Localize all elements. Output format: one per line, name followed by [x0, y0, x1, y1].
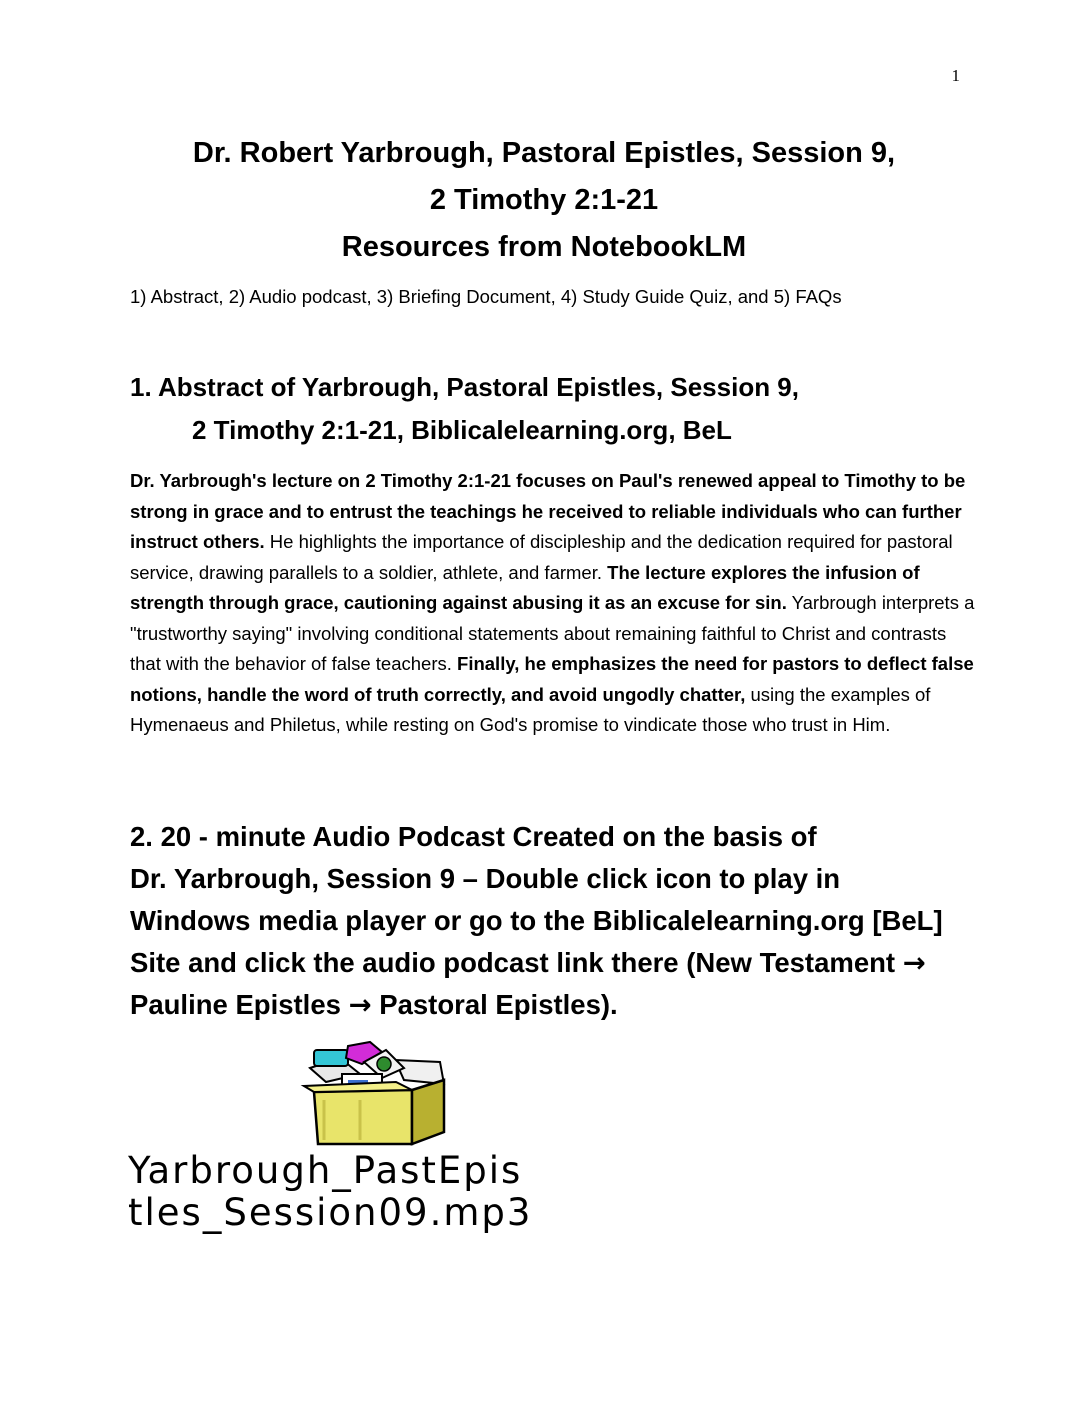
section1-heading-line-1: 1. Abstract of Yarbrough, Pastoral Epistles, Session 9, — [130, 372, 799, 402]
arrow-right-icon: → — [902, 947, 926, 979]
page-number: 1 — [951, 66, 960, 85]
attachment-filename[interactable] — [128, 1150, 532, 1234]
section2-line-5-text-b: Pastoral Epistles). — [371, 989, 618, 1020]
section2-line-5 — [130, 984, 990, 1026]
filename-line-2: tles_Session09.mp3 — [128, 1191, 533, 1234]
section2-line-4 — [130, 942, 990, 984]
abstract-paragraph — [130, 466, 980, 741]
contents-line: 1) Abstract, 2) Audio podcast, 3) Briefing Document, 4) Study Guide Quiz, and 5) FAQs — [130, 286, 842, 307]
title-line-2: 2 Timothy 2:1-21 — [429, 184, 659, 216]
section2-line-3: Windows media player or go to the Biblicalelearning.org [BeL] — [130, 905, 943, 936]
title-line-3: Resources from NotebookLM — [341, 231, 747, 263]
section2-line-4-text: Site and click the audio podcast link there (New Testament — [130, 947, 903, 978]
section2-heading — [130, 816, 990, 1026]
section2-line-2: Dr. Yarbrough, Session 9 – Double click icon to play in — [130, 863, 841, 894]
section2-line-1: 2. 20 - minute Audio Podcast Created on the basis of — [130, 821, 817, 852]
section1-heading — [130, 366, 799, 452]
abstract-span-4: Yarbrough interprets a "trustworthy saying" involving conditional statements about remaining faithful to Christ and contrasts that with the behavior of false teachers. — [130, 592, 975, 674]
filename-line-1: Yarbrough_PastEpis — [128, 1149, 523, 1192]
title-line-1: Dr. Robert Yarbrough, Pastoral Epistles, Session 9, — [192, 137, 896, 169]
arrow-right-icon: → — [348, 989, 372, 1021]
abstract-span-5: Finally, he emphasizes the need for pastors to deflect false notions, handle the word of truth correctly, and avoid ungodly chatter, — [130, 653, 974, 705]
document-title — [0, 130, 1088, 271]
package-icon[interactable] — [300, 1040, 450, 1148]
abstract-span-3: The lecture explores the infusion of strength through grace, cautioning against abusing it as an excuse for sin. — [130, 561, 920, 613]
section2-line-5-text-a: Pauline Epistles — [130, 989, 349, 1020]
abstract-span-2: He highlights the importance of discipleship and the dedication required for pastoral service, drawing parallels to a soldier, athlete, and farmer. — [130, 531, 953, 583]
section1-heading-line-2: 2 Timothy 2:1-21, Biblicalelearning.org, BeL — [192, 415, 732, 445]
abstract-span-6: using the examples of Hymenaeus and Philetus, while resting on God's promise to vindicate those who trust in Him. — [130, 683, 931, 735]
abstract-span-1: Dr. Yarbrough's lecture on 2 Timothy 2:1-21 focuses on Paul's renewed appeal to Timothy to be strong in grace and to entrust the teachings he received to reliable individuals who can further instruct others. — [130, 470, 966, 552]
